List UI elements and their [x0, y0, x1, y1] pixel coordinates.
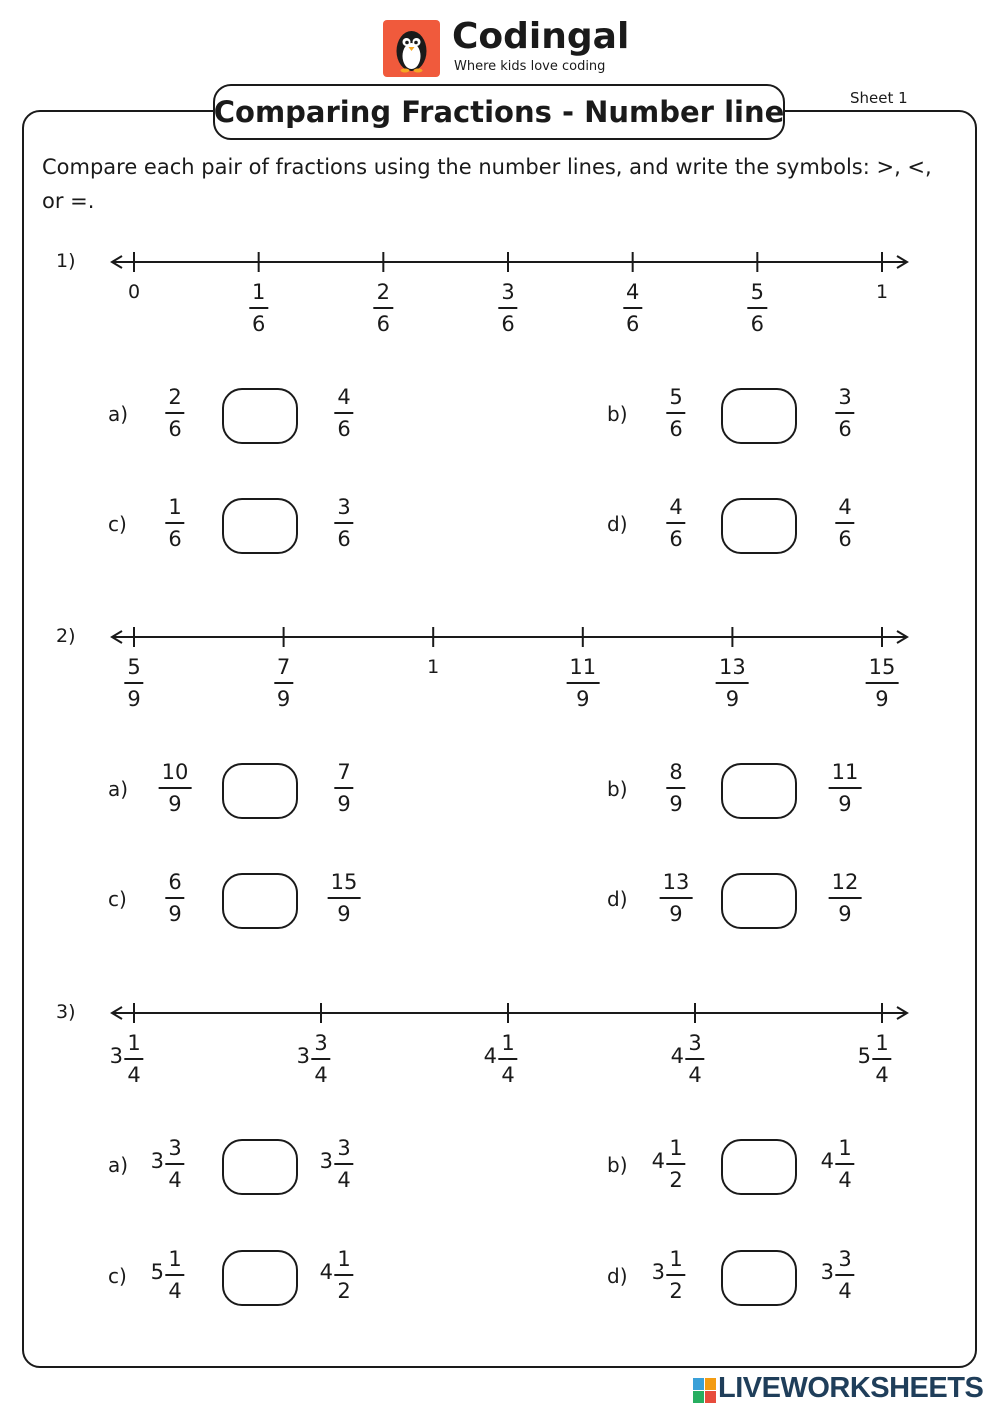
answer-box[interactable]	[721, 873, 797, 929]
liveworksheets-logo-icon	[693, 1378, 717, 1404]
tick-label-denominator: 9	[875, 687, 889, 711]
right-operand-fraction	[829, 759, 862, 817]
problem-label: 2)	[56, 625, 76, 647]
tick-label-denominator: 4	[501, 1063, 515, 1087]
left-operand-denominator: 9	[168, 902, 182, 926]
tick-label-whole: 4	[483, 1044, 497, 1068]
left-operand-denominator: 6	[168, 417, 182, 441]
right-operand-denominator: 6	[337, 527, 351, 551]
tick-label-fraction	[566, 654, 599, 712]
tick-label-fraction	[498, 1030, 517, 1088]
left-operand-numerator: 5	[666, 384, 685, 414]
left-operand-denominator: 4	[168, 1279, 182, 1303]
tick-label-fraction	[623, 279, 642, 337]
left-operand-numerator: 2	[165, 384, 184, 414]
tick-label: 1	[875, 281, 889, 303]
right-operand-numerator: 12	[829, 869, 862, 899]
left-operand-whole: 4	[651, 1149, 665, 1173]
tick-label-denominator: 6	[625, 312, 640, 336]
answer-box[interactable]	[721, 498, 797, 554]
tick-label-fraction	[274, 654, 293, 712]
tick-label-fraction	[498, 279, 517, 337]
tick-label-numerator: 5	[124, 654, 143, 684]
answer-box[interactable]	[721, 388, 797, 444]
right-operand-denominator: 9	[838, 792, 852, 816]
right-operand-denominator: 9	[838, 902, 852, 926]
right-operand-whole: 4	[820, 1149, 834, 1173]
tick-label-numerator: 4	[623, 279, 642, 309]
left-operand-denominator: 6	[669, 417, 683, 441]
tick-label-denominator: 4	[314, 1063, 328, 1087]
right-operand-fraction	[829, 869, 862, 927]
right-operand-denominator: 9	[337, 792, 351, 816]
sub-question-label: a)	[108, 777, 129, 801]
left-operand-whole: 3	[150, 1149, 164, 1173]
answer-box[interactable]	[721, 763, 797, 819]
right-operand-fraction	[835, 1135, 854, 1193]
page-title: Comparing Fractions - Number line	[213, 95, 785, 129]
sub-question-label: b)	[607, 777, 628, 801]
tick-label-denominator: 9	[576, 687, 590, 711]
left-operand-numerator: 1	[666, 1135, 685, 1165]
right-operand-fraction	[334, 759, 353, 817]
right-operand-numerator: 1	[835, 1135, 854, 1165]
right-operand-denominator: 4	[337, 1168, 351, 1192]
left-operand-fraction	[666, 494, 685, 552]
right-operand-numerator: 11	[829, 759, 862, 789]
right-operand-denominator: 6	[337, 417, 351, 441]
answer-box[interactable]	[222, 873, 298, 929]
tick-label-fraction	[249, 279, 268, 337]
left-operand-denominator: 9	[669, 792, 683, 816]
tick-label-whole: 4	[670, 1044, 684, 1068]
tick-label-denominator: 9	[276, 687, 291, 711]
left-operand-fraction	[666, 759, 685, 817]
left-operand-numerator: 1	[165, 494, 184, 524]
left-operand-fraction	[165, 869, 184, 927]
tick-label-denominator: 6	[251, 312, 266, 336]
tick-label-fraction	[311, 1030, 330, 1088]
left-operand-denominator: 4	[168, 1168, 182, 1192]
tick-label-numerator: 3	[311, 1030, 330, 1060]
right-operand-fraction	[334, 494, 353, 552]
tick-label-numerator: 3	[685, 1030, 704, 1060]
answer-box[interactable]	[222, 1139, 298, 1195]
right-operand-numerator: 3	[334, 1135, 353, 1165]
tick-label-numerator: 5	[748, 279, 767, 309]
tick-label: 0	[127, 281, 141, 303]
right-operand-fraction	[835, 494, 854, 552]
tick-label-fraction	[374, 279, 393, 337]
tick-label-numerator: 13	[716, 654, 749, 684]
tick-label-fraction	[124, 654, 143, 712]
left-operand-fraction	[159, 759, 192, 817]
left-operand-fraction	[165, 1246, 184, 1304]
footer-brand: LIVEWORKSHEETS	[718, 1372, 984, 1404]
right-operand-denominator: 9	[337, 902, 351, 926]
right-operand-denominator: 2	[337, 1279, 351, 1303]
tick-label-denominator: 6	[501, 312, 515, 336]
sub-question-label: b)	[607, 402, 628, 426]
left-operand-denominator: 6	[669, 527, 683, 551]
tick-label-numerator: 1	[498, 1030, 517, 1060]
tick-label-fraction	[872, 1030, 891, 1088]
problem-label: 3)	[56, 1001, 76, 1023]
right-operand-numerator: 3	[835, 1246, 854, 1276]
right-operand-numerator: 15	[328, 869, 361, 899]
tick-label-numerator: 1	[124, 1030, 143, 1060]
tick-label-denominator: 4	[127, 1063, 141, 1087]
problem-label: 1)	[56, 250, 76, 272]
right-operand-fraction	[334, 384, 353, 442]
left-operand-whole: 5	[150, 1260, 164, 1284]
sub-question-label: c)	[108, 887, 127, 911]
left-operand-fraction	[165, 1135, 184, 1193]
tick-label-numerator: 1	[872, 1030, 891, 1060]
left-operand-fraction	[666, 1246, 685, 1304]
sub-question-label: d)	[607, 512, 628, 536]
right-operand-fraction	[328, 869, 361, 927]
right-operand-denominator: 4	[838, 1168, 852, 1192]
left-operand-fraction	[165, 494, 184, 552]
tick-label-numerator: 2	[374, 279, 393, 309]
right-operand-fraction	[334, 1135, 353, 1193]
right-operand-numerator: 7	[334, 759, 353, 789]
answer-box[interactable]	[222, 498, 298, 554]
sub-question-label: b)	[607, 1153, 628, 1177]
tick-label-denominator: 6	[750, 312, 765, 336]
left-operand-denominator: 6	[168, 527, 182, 551]
right-operand-denominator: 4	[838, 1279, 852, 1303]
tick-label-denominator: 9	[127, 687, 141, 711]
right-operand-numerator: 4	[334, 384, 353, 414]
left-operand-numerator: 13	[660, 869, 693, 899]
right-operand-fraction	[334, 1246, 353, 1304]
left-operand-whole: 3	[651, 1260, 665, 1284]
tick-label-numerator: 11	[566, 654, 599, 684]
brand-name: Codingal	[452, 16, 630, 57]
right-operand-numerator: 1	[334, 1246, 353, 1276]
tick-label-denominator: 4	[875, 1063, 889, 1087]
answer-box[interactable]	[222, 763, 298, 819]
tick-label-whole: 3	[296, 1044, 310, 1068]
tick-label-fraction	[716, 654, 749, 712]
right-operand-whole: 3	[820, 1260, 834, 1284]
tick-label: 1	[427, 656, 440, 678]
tick-label-whole: 5	[857, 1044, 871, 1068]
tick-label-fraction	[866, 654, 899, 712]
left-operand-denominator: 9	[669, 902, 683, 926]
tick-label-fraction	[124, 1030, 143, 1088]
left-operand-fraction	[666, 1135, 685, 1193]
sub-question-label: a)	[108, 402, 129, 426]
tick-label-whole: 3	[109, 1044, 123, 1068]
right-operand-numerator: 3	[334, 494, 353, 524]
left-operand-denominator: 9	[168, 792, 182, 816]
right-operand-fraction	[835, 1246, 854, 1304]
left-operand-numerator: 6	[165, 869, 184, 899]
left-operand-numerator: 1	[666, 1246, 685, 1276]
tick-label-denominator: 4	[688, 1063, 702, 1087]
left-operand-denominator: 2	[669, 1168, 683, 1192]
right-operand-denominator: 6	[838, 417, 852, 441]
left-operand-fraction	[165, 384, 184, 442]
tick-label-numerator: 3	[498, 279, 517, 309]
left-operand-numerator: 3	[165, 1135, 184, 1165]
tick-label-numerator: 7	[274, 654, 293, 684]
sub-question-label: c)	[108, 1264, 127, 1288]
left-operand-numerator: 8	[666, 759, 685, 789]
answer-box[interactable]	[721, 1250, 797, 1306]
right-operand-numerator: 4	[835, 494, 854, 524]
left-operand-fraction	[660, 869, 693, 927]
answer-box[interactable]	[721, 1139, 797, 1195]
sheet-label: Sheet 1	[850, 89, 908, 107]
left-operand-numerator: 1	[165, 1246, 184, 1276]
sub-question-label: c)	[108, 512, 127, 536]
sub-question-label: d)	[607, 887, 628, 911]
left-operand-numerator: 10	[159, 759, 192, 789]
right-operand-numerator: 3	[835, 384, 854, 414]
tick-label-denominator: 6	[376, 312, 391, 336]
sub-question-label: d)	[607, 1264, 628, 1288]
brand-tagline: Where kids love coding	[454, 59, 606, 74]
answer-box[interactable]	[222, 1250, 298, 1306]
tick-label-fraction	[748, 279, 767, 337]
left-operand-denominator: 2	[669, 1279, 683, 1303]
right-operand-fraction	[835, 384, 854, 442]
left-operand-fraction	[666, 384, 685, 442]
tick-label-numerator: 15	[866, 654, 899, 684]
answer-box[interactable]	[222, 388, 298, 444]
tick-label-fraction	[685, 1030, 704, 1088]
instructions: Compare each pair of fractions using the number lines, and write the symbols: >, <, or =.	[42, 155, 932, 213]
right-operand-whole: 4	[319, 1260, 333, 1284]
tick-label-denominator: 9	[725, 687, 740, 711]
sub-question-label: a)	[108, 1153, 129, 1177]
left-operand-numerator: 4	[666, 494, 685, 524]
tick-label-numerator: 1	[249, 279, 268, 309]
right-operand-denominator: 6	[838, 527, 852, 551]
right-operand-whole: 3	[319, 1149, 333, 1173]
